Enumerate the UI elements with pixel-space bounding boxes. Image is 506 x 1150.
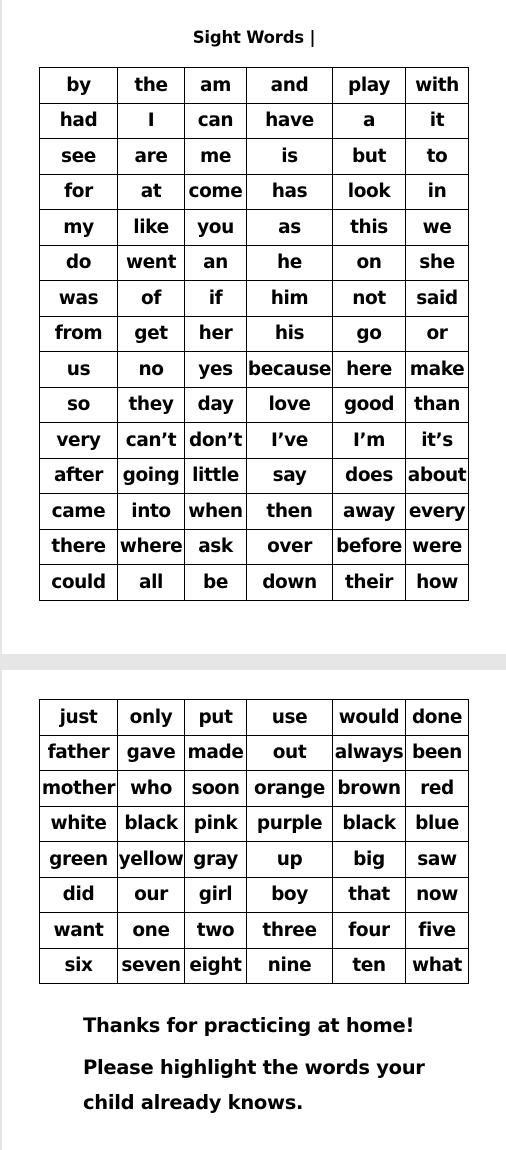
word-cell: only [118,700,185,736]
word-cell: into [118,494,185,530]
word-cell: out [247,735,333,771]
word-cell: my [40,210,118,246]
word-cell: has [247,174,333,210]
word-cell: it [406,103,469,139]
word-cell: blue [406,806,469,842]
word-cell: eight [185,948,247,984]
word-cell: pink [185,806,247,842]
word-cell: have [247,103,333,139]
word-cell: do [40,245,118,281]
word-row [40,529,469,565]
word-row [40,806,469,842]
word-cell: here [333,352,406,388]
word-cell: see [40,139,118,175]
word-cell: just [40,700,118,736]
word-cell: been [406,735,469,771]
word-cell: I’m [333,423,406,459]
word-cell: as [247,210,333,246]
word-cell: day [185,387,247,423]
word-cell: because [247,352,333,388]
word-cell: then [247,494,333,530]
sight-words-table-1 [39,67,469,601]
word-cell: went [118,245,185,281]
word-cell: that [333,877,406,913]
word-cell: am [185,68,247,104]
word-cell: boy [247,877,333,913]
word-cell: came [40,494,118,530]
word-row [40,842,469,878]
word-cell: made [185,735,247,771]
word-cell: use [247,700,333,736]
word-cell: no [118,352,185,388]
word-cell: or [406,316,469,352]
word-cell: play [333,68,406,104]
word-cell: would [333,700,406,736]
word-cell: love [247,387,333,423]
word-cell: from [40,316,118,352]
word-cell: where [118,529,185,565]
word-cell: get [118,316,185,352]
word-cell: over [247,529,333,565]
word-cell: soon [185,771,247,807]
word-cell: purple [247,806,333,842]
word-cell: look [333,174,406,210]
word-cell: want [40,913,118,949]
highlight-instruction: Please highlight the words your child already knows. [83,1056,425,1114]
word-row [40,68,469,104]
page-title: Sight Words | [192,28,316,47]
word-cell: red [406,771,469,807]
page-one [2,0,506,654]
word-cell: is [247,139,333,175]
word-cell: with [406,68,469,104]
word-cell: when [185,494,247,530]
word-cell: this [333,210,406,246]
word-cell: like [118,210,185,246]
word-cell: girl [185,877,247,913]
word-cell: come [185,174,247,210]
word-cell: but [333,139,406,175]
word-cell: him [247,281,333,317]
word-cell: so [40,387,118,423]
word-row [40,458,469,494]
word-cell: there [40,529,118,565]
word-cell: green [40,842,118,878]
word-cell: gave [118,735,185,771]
word-cell: in [406,174,469,210]
word-cell: before [333,529,406,565]
word-cell: going [118,458,185,494]
word-cell: say [247,458,333,494]
word-cell: two [185,913,247,949]
word-row [40,877,469,913]
word-row [40,210,469,246]
word-cell: be [185,565,247,601]
word-cell: his [247,316,333,352]
word-cell: I [118,103,185,139]
word-cell: black [118,806,185,842]
word-row [40,352,469,388]
word-cell: white [40,806,118,842]
word-cell: can [185,103,247,139]
word-cell: every [406,494,469,530]
word-cell: said [406,281,469,317]
word-cell: after [40,458,118,494]
word-cell: for [40,174,118,210]
word-cell: not [333,281,406,317]
word-cell: were [406,529,469,565]
word-cell: on [333,245,406,281]
word-cell: does [333,458,406,494]
word-cell: gray [185,842,247,878]
word-row [40,139,469,175]
word-cell: than [406,387,469,423]
word-cell: he [247,245,333,281]
word-cell: father [40,735,118,771]
word-cell: to [406,139,469,175]
word-cell: an [185,245,247,281]
word-row [40,771,469,807]
word-cell: it’s [406,423,469,459]
page-two [2,670,506,1150]
word-row [40,387,469,423]
word-cell: four [333,913,406,949]
word-row [40,316,469,352]
word-cell: make [406,352,469,388]
thanks-message: Thanks for practicing at home! [83,1014,415,1037]
word-cell: was [40,281,118,317]
word-cell: good [333,387,406,423]
word-cell: at [118,174,185,210]
word-cell: one [118,913,185,949]
word-row [40,700,469,736]
word-row [40,423,469,459]
word-cell: what [406,948,469,984]
word-cell: done [406,700,469,736]
word-cell: their [333,565,406,601]
word-cell: a [333,103,406,139]
word-cell: all [118,565,185,601]
word-cell: go [333,316,406,352]
word-cell: had [40,103,118,139]
word-row [40,565,469,601]
word-cell: always [333,735,406,771]
word-cell: are [118,139,185,175]
word-cell: brown [333,771,406,807]
word-row [40,174,469,210]
word-cell: who [118,771,185,807]
word-cell: away [333,494,406,530]
word-cell: they [118,387,185,423]
word-cell: about [406,458,469,494]
word-row [40,913,469,949]
word-cell: can’t [118,423,185,459]
word-cell: by [40,68,118,104]
word-cell: yellow [118,842,185,878]
word-cell: our [118,877,185,913]
word-cell: ten [333,948,406,984]
word-cell: did [40,877,118,913]
word-cell: and [247,68,333,104]
word-cell: up [247,842,333,878]
word-cell: don’t [185,423,247,459]
word-cell: three [247,913,333,949]
word-row [40,494,469,530]
word-cell: her [185,316,247,352]
word-row [40,103,469,139]
word-cell: I’ve [247,423,333,459]
word-cell: put [185,700,247,736]
word-row [40,735,469,771]
word-cell: big [333,842,406,878]
word-cell: us [40,352,118,388]
word-row [40,245,469,281]
word-cell: orange [247,771,333,807]
word-cell: if [185,281,247,317]
word-cell: seven [118,948,185,984]
word-cell: you [185,210,247,246]
word-cell: down [247,565,333,601]
word-cell: she [406,245,469,281]
word-cell: mother [40,771,118,807]
word-cell: little [185,458,247,494]
word-cell: me [185,139,247,175]
word-cell: how [406,565,469,601]
word-row [40,281,469,317]
word-cell: nine [247,948,333,984]
word-cell: six [40,948,118,984]
word-cell: we [406,210,469,246]
word-cell: could [40,565,118,601]
word-cell: black [333,806,406,842]
word-cell: very [40,423,118,459]
word-cell: yes [185,352,247,388]
word-row [40,948,469,984]
word-cell: the [118,68,185,104]
word-cell: of [118,281,185,317]
word-cell: saw [406,842,469,878]
word-cell: now [406,877,469,913]
sight-words-table-2 [39,699,469,984]
word-cell: ask [185,529,247,565]
word-cell: five [406,913,469,949]
